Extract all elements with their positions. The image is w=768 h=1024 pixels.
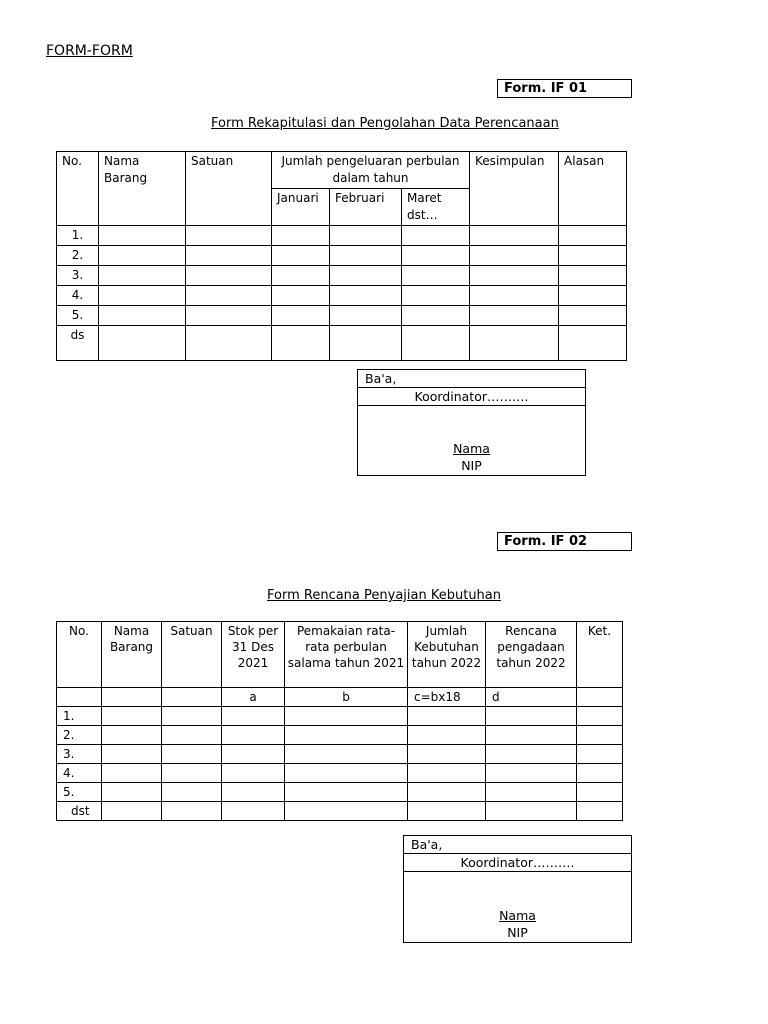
table-row <box>57 286 627 306</box>
header-satuan: Satuan <box>186 152 272 226</box>
signature-name: Nama <box>499 908 536 923</box>
header-kesimpulan: Kesimpulan <box>470 152 559 226</box>
row-number: ds <box>57 326 99 361</box>
signature-role: Koordinator………. <box>358 388 586 406</box>
header-stok: Stok per 31 Des 2021 <box>222 622 285 688</box>
signature-greeting: Ba'a, <box>404 836 632 854</box>
table-row <box>57 802 623 821</box>
form-code-if02: Form. IF 02 <box>497 532 632 551</box>
row-number: 2. <box>57 726 102 745</box>
signature-nip: NIP <box>507 925 528 940</box>
header-februari: Februari <box>330 189 402 226</box>
table-row <box>57 783 623 802</box>
row-number: 4. <box>57 764 102 783</box>
header-satuan: Satuan <box>162 622 222 688</box>
signature-nip: NIP <box>461 458 482 473</box>
formula-pemakaian: b <box>285 688 408 707</box>
table-row <box>57 266 627 286</box>
row-number: 5. <box>57 306 99 326</box>
header-nama-barang: Nama Barang <box>102 622 162 688</box>
signature-greeting: Ba'a, <box>358 370 586 388</box>
page-heading: FORM-FORM <box>46 43 133 59</box>
formula-row <box>57 688 623 707</box>
signature-role: Koordinator………. <box>404 854 632 872</box>
header-nama-barang: Nama Barang <box>99 152 186 226</box>
row-number: 1. <box>57 226 99 246</box>
header-januari: Januari <box>272 189 330 226</box>
table-row <box>57 306 627 326</box>
signature-name: Nama <box>453 441 490 456</box>
header-ket: Ket. <box>577 622 623 688</box>
table-row <box>57 246 627 266</box>
row-number: 2. <box>57 246 99 266</box>
row-number: 5. <box>57 783 102 802</box>
header-no: No. <box>57 152 99 226</box>
formula-rencana: d <box>486 688 577 707</box>
form2-title: Form Rencana Penyajian Kebutuhan <box>267 588 501 603</box>
table-row <box>57 226 627 246</box>
form-code-if01: Form. IF 01 <box>497 79 632 98</box>
row-number: 1. <box>57 707 102 726</box>
table-row <box>57 726 623 745</box>
form1-signature-box <box>357 369 586 476</box>
row-number: 3. <box>57 266 99 286</box>
header-no: No. <box>57 622 102 688</box>
header-maret: Maret dst… <box>402 189 470 226</box>
form2-signature-box <box>403 835 632 943</box>
table-row <box>57 707 623 726</box>
header-alasan: Alasan <box>559 152 627 226</box>
row-number: 3. <box>57 745 102 764</box>
formula-jumlah: c=bx18 <box>408 688 486 707</box>
header-rencana-pengadaan: Rencana pengadaan tahun 2022 <box>486 622 577 688</box>
row-number: 4. <box>57 286 99 306</box>
row-number: dst <box>57 802 102 821</box>
table-row <box>57 326 627 361</box>
header-jumlah-pengeluaran: Jumlah pengeluaran perbulan dalam tahun <box>272 152 470 189</box>
formula-stok: a <box>222 688 285 707</box>
table-row <box>57 745 623 764</box>
form1-title: Form Rekapitulasi dan Pengolahan Data Perencanaan <box>211 116 559 131</box>
header-pemakaian: Pemakaian rata-rata perbulan salama tahun 2021 <box>285 622 408 688</box>
header-jumlah-kebutuhan: Jumlah Kebutuhan tahun 2022 <box>408 622 486 688</box>
form1-table <box>56 151 627 361</box>
form2-table <box>56 621 623 821</box>
table-row <box>57 764 623 783</box>
